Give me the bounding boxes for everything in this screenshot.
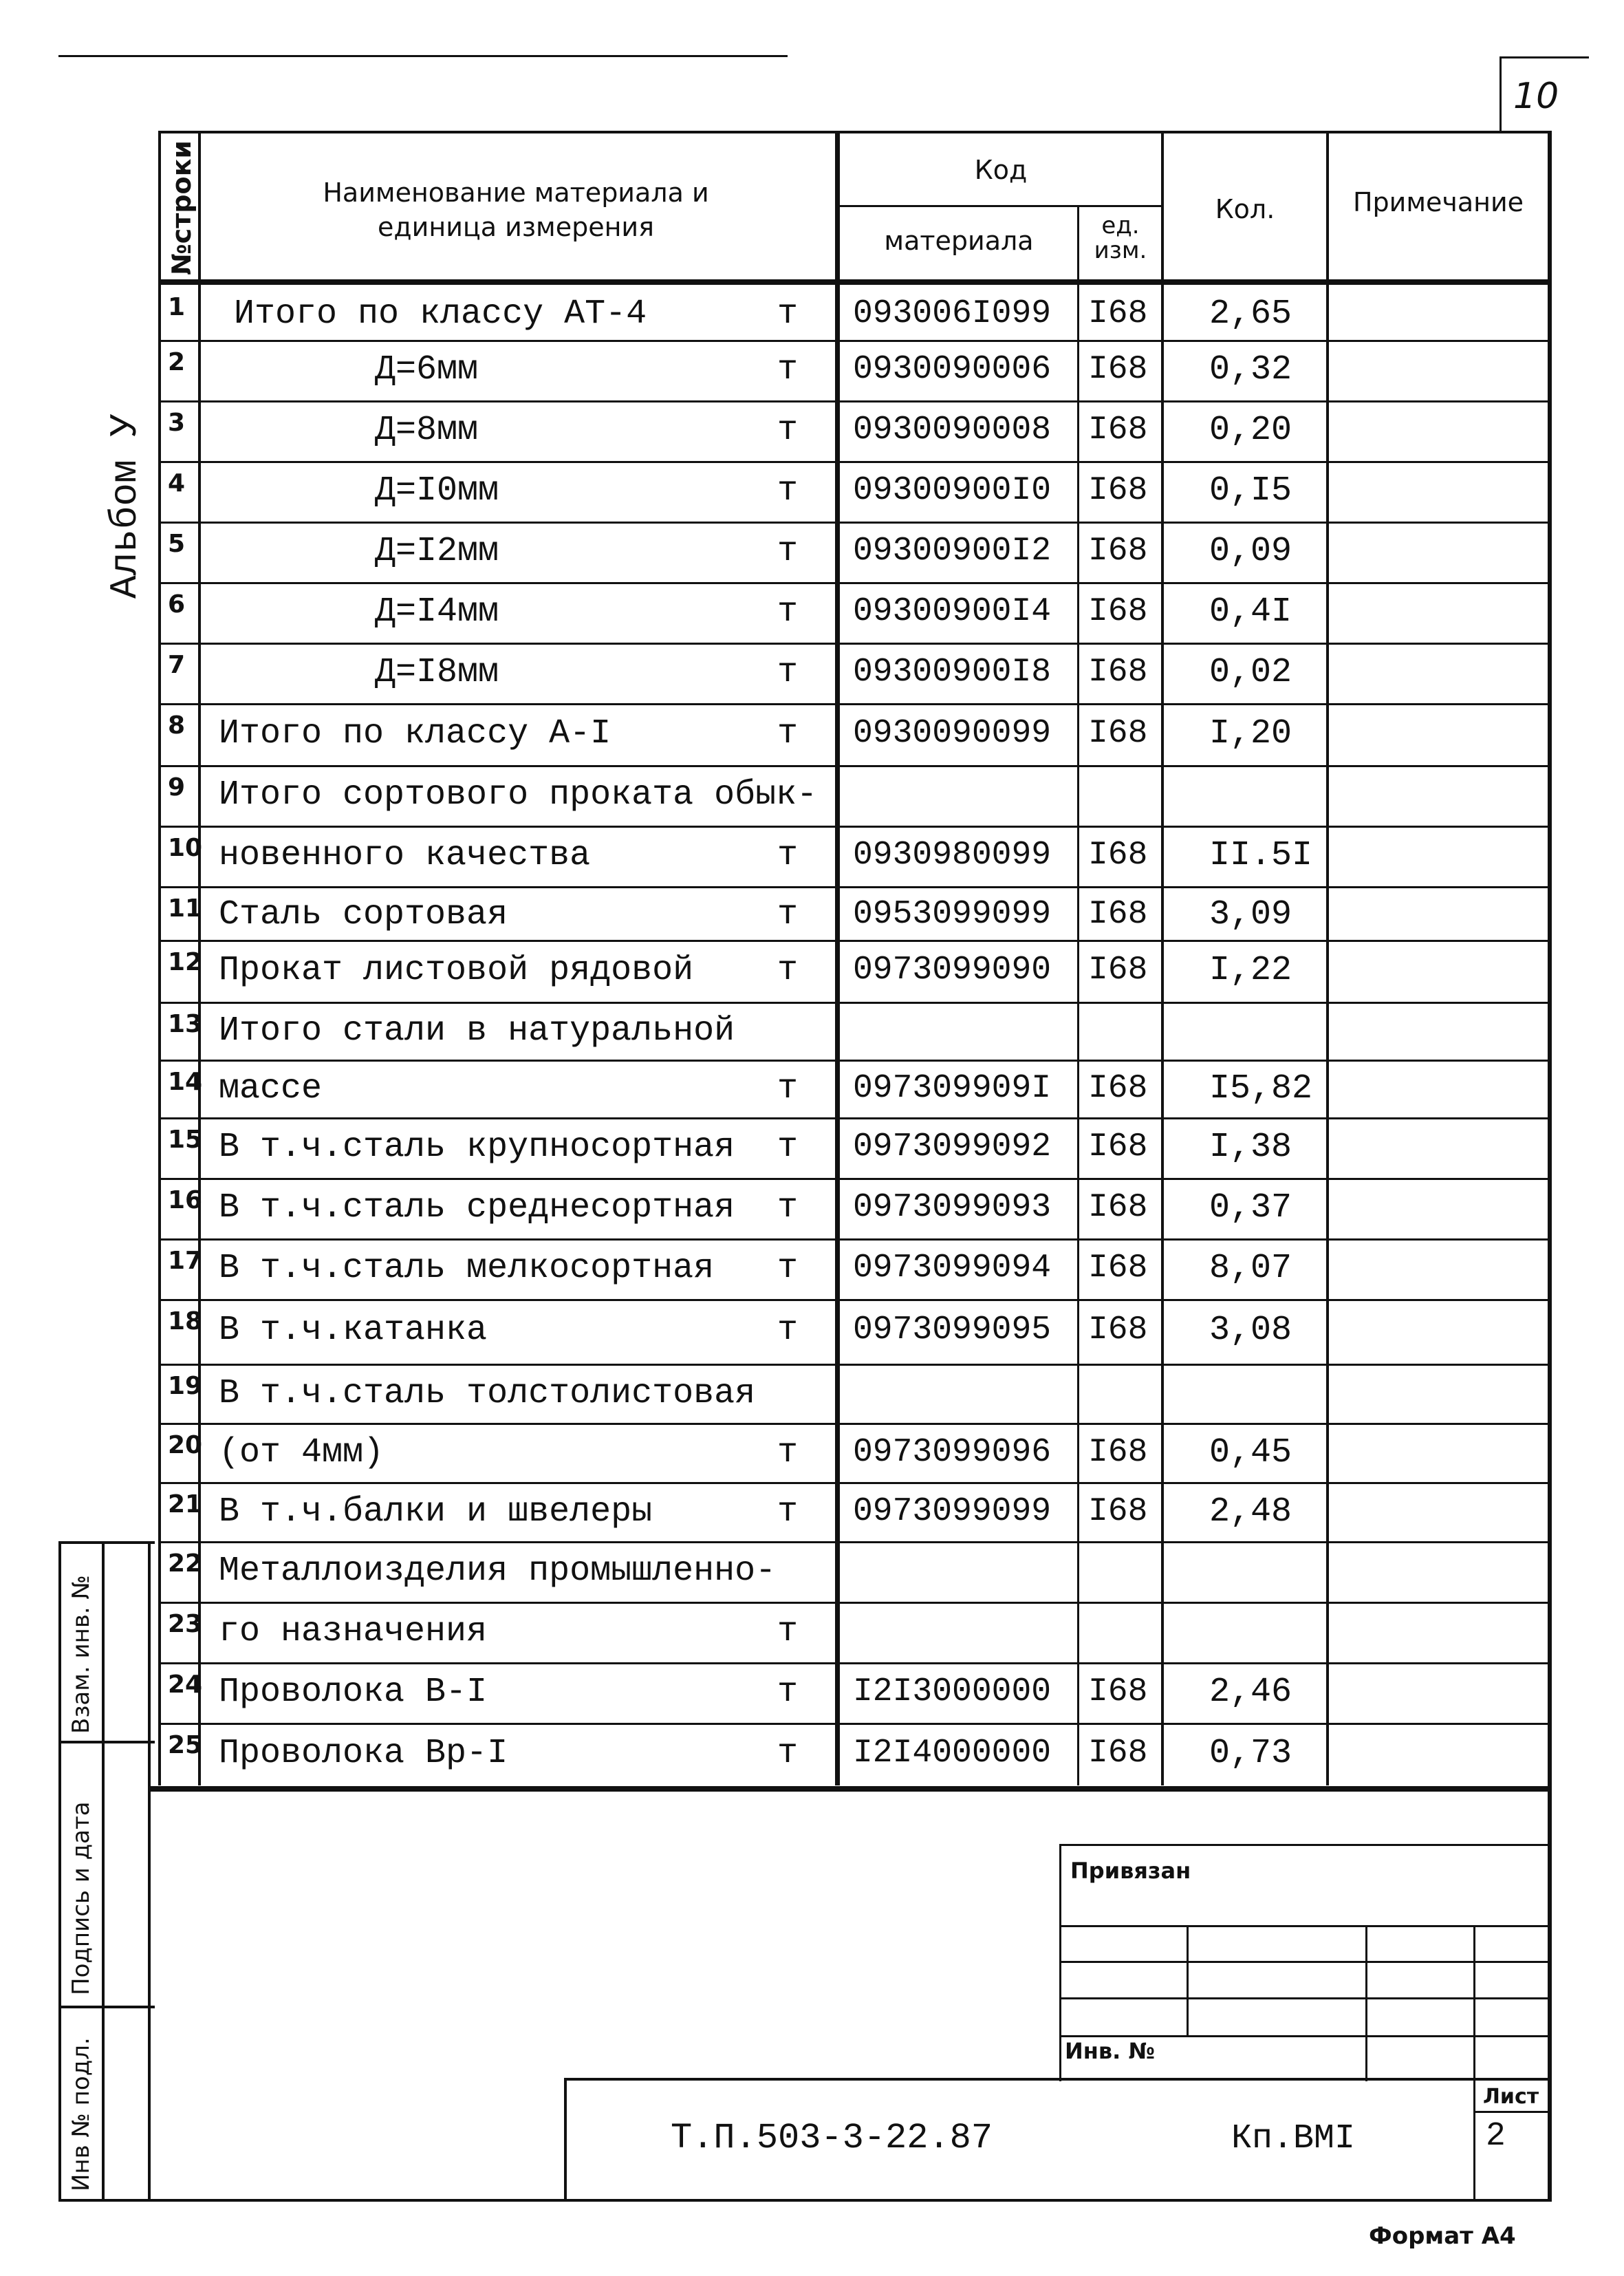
material-code: 0930980099 — [853, 837, 1052, 874]
row-number: 1 — [168, 293, 186, 321]
unit: т — [777, 1188, 799, 1227]
header-name: Наименование материала и единица измерения — [323, 178, 709, 242]
header-material: материала — [884, 226, 1034, 256]
material-name: (от 4мм) — [219, 1433, 385, 1472]
material-name: Проволока В-I — [219, 1673, 488, 1712]
doc-code: Т.П.503-3-22.87 — [671, 2118, 993, 2158]
material-code: 09300900I2 — [853, 533, 1052, 570]
inv-no-label: Инв. № — [1065, 2038, 1155, 2064]
material-code: 097309909I — [853, 1070, 1052, 1107]
unit-code: I68 — [1088, 1189, 1148, 1226]
row-number: 22 — [168, 1549, 203, 1578]
quantity: I,38 — [1209, 1128, 1292, 1167]
quantity: 3,08 — [1209, 1311, 1292, 1350]
material-name: го назначения — [219, 1612, 488, 1651]
unit-code: I68 — [1088, 952, 1148, 989]
unit: т — [777, 1492, 799, 1532]
row-number: 5 — [168, 530, 186, 558]
sheet-value: 2 — [1486, 2118, 1506, 2155]
unit-code: I68 — [1088, 1128, 1148, 1166]
unit: т — [777, 411, 799, 450]
unit-code: I68 — [1088, 1249, 1148, 1287]
sheet-number: 10 — [1513, 76, 1559, 117]
unit-code: I68 — [1088, 533, 1148, 570]
sheet-number-box-left — [1500, 56, 1502, 132]
material-code: 09300900I4 — [853, 593, 1052, 630]
quantity: II.5I — [1209, 836, 1313, 875]
material-code: 0973099099 — [853, 1493, 1052, 1530]
material-code: 0973099090 — [853, 952, 1052, 989]
material-name: В т.ч.сталь крупносортная — [219, 1128, 735, 1167]
header-qty: Кол. — [1215, 194, 1275, 224]
unit: т — [777, 471, 799, 511]
material-name: В т.ч.балки и швелеры — [219, 1492, 653, 1532]
material-code: I2I3000000 — [853, 1673, 1052, 1710]
material-code: 0973099092 — [853, 1128, 1052, 1166]
material-name: Д=6мм — [375, 350, 479, 389]
row-number: 24 — [168, 1671, 203, 1699]
unit: т — [777, 951, 799, 990]
material-name: Д=8мм — [375, 411, 479, 450]
row-number: 6 — [168, 590, 186, 619]
quantity: 3,09 — [1209, 895, 1292, 934]
row-number: 18 — [168, 1307, 203, 1335]
row-number: 23 — [168, 1610, 203, 1638]
row-number: 7 — [168, 651, 186, 679]
top-rule — [58, 55, 788, 57]
unit-code: I68 — [1088, 295, 1148, 332]
side-stamp-border — [58, 1541, 61, 2202]
material-name: В т.ч.сталь среднесортная — [219, 1188, 735, 1227]
material-name: В т.ч.сталь толстолистовая — [219, 1374, 756, 1413]
unit-code: I68 — [1088, 472, 1148, 509]
unit-code: I68 — [1088, 896, 1148, 933]
stamp-inv-podl: Инв № подл. — [67, 2037, 95, 2191]
unit: т — [777, 1311, 799, 1350]
unit: т — [777, 294, 799, 334]
unit-code: I68 — [1088, 1735, 1148, 1772]
unit-code: I68 — [1088, 1673, 1148, 1710]
material-name: В т.ч.сталь мелкосортная — [219, 1249, 715, 1288]
material-name: Итого по классу А-I — [219, 714, 611, 753]
quantity: I,22 — [1209, 951, 1292, 990]
quantity: 2,46 — [1209, 1673, 1292, 1712]
quantity: 0,32 — [1209, 350, 1292, 389]
material-name: Итого стали в натуральной — [219, 1011, 735, 1051]
stamp-vzam: Взам. инв. № — [67, 1575, 95, 1734]
quantity: 0,37 — [1209, 1188, 1292, 1227]
unit: т — [777, 714, 799, 753]
material-code: 0973099094 — [853, 1249, 1052, 1287]
material-name: В т.ч.катанка — [219, 1311, 488, 1350]
material-name: массе — [219, 1069, 323, 1108]
material-name: Итого по классу АТ-4 — [234, 294, 647, 334]
quantity: 2,65 — [1209, 294, 1292, 334]
unit-code: I68 — [1088, 837, 1148, 874]
row-number: 13 — [168, 1010, 203, 1038]
unit: т — [777, 1734, 799, 1773]
material-name: Проволока Вр-I — [219, 1734, 508, 1773]
material-code: 0930090099 — [853, 715, 1052, 752]
quantity: 2,48 — [1209, 1492, 1292, 1532]
row-number: 12 — [168, 948, 203, 976]
material-name: Д=I0мм — [375, 471, 499, 511]
material-code: 0973099096 — [853, 1434, 1052, 1471]
quantity: I5,82 — [1209, 1069, 1313, 1108]
row-number: 25 — [168, 1731, 203, 1759]
unit: т — [777, 1433, 799, 1472]
unit-code: I68 — [1088, 654, 1148, 691]
material-code: 0973099095 — [853, 1311, 1052, 1349]
unit-code: I68 — [1088, 1434, 1148, 1471]
header-row-number: №строки — [166, 140, 197, 275]
quantity: 0,20 — [1209, 411, 1292, 450]
row-number: 4 — [168, 469, 186, 497]
quantity: I,20 — [1209, 714, 1292, 753]
unit-code: I68 — [1088, 1493, 1148, 1530]
row-number: 20 — [168, 1431, 203, 1459]
row-number: 15 — [168, 1126, 203, 1154]
material-code: 0930090006 — [853, 351, 1052, 388]
material-code: 0953099099 — [853, 896, 1052, 933]
quantity: 0,45 — [1209, 1433, 1292, 1472]
unit-code: I68 — [1088, 1070, 1148, 1107]
table-bottom-rule — [148, 1786, 1551, 1792]
material-code: 09300900I0 — [853, 472, 1052, 509]
unit: т — [777, 350, 799, 389]
unit-code: I68 — [1088, 1311, 1148, 1349]
unit-code: I68 — [1088, 593, 1148, 630]
row-number: 3 — [168, 409, 186, 437]
sheet-number-box-top — [1500, 56, 1589, 58]
stamp-podpis: Подпись и дата — [67, 1801, 95, 1995]
row-number: 11 — [168, 894, 203, 923]
quantity: 0,I5 — [1209, 471, 1292, 511]
quantity: 0,09 — [1209, 532, 1292, 571]
unit: т — [777, 653, 799, 692]
material-name: Сталь сортовая — [219, 895, 508, 934]
material-name: новенного качества — [219, 836, 591, 875]
material-code: 093006I099 — [853, 295, 1052, 332]
row-number: 10 — [168, 834, 203, 862]
unit-code: I68 — [1088, 411, 1148, 449]
row-number: 19 — [168, 1372, 203, 1400]
material-name: Прокат листовой рядовой — [219, 951, 694, 990]
privyazan-label: Привязан — [1070, 1858, 1191, 1884]
material-code: I2I4000000 — [853, 1735, 1052, 1772]
material-name: Д=I4мм — [375, 592, 499, 632]
quantity: 0,4I — [1209, 592, 1292, 632]
row-number: 17 — [168, 1247, 203, 1275]
album-label: Альбом У — [103, 414, 147, 599]
format-label: Формат А4 — [1369, 2222, 1516, 2250]
quantity: 0,73 — [1209, 1734, 1292, 1773]
sheet-label: Лист — [1483, 2085, 1539, 2109]
unit: т — [777, 1612, 799, 1651]
unit: т — [777, 1128, 799, 1167]
doc-mark: Кп.ВМI — [1231, 2119, 1356, 2158]
material-code: 0973099093 — [853, 1189, 1052, 1226]
material-name: Д=I2мм — [375, 532, 499, 571]
unit: т — [777, 1249, 799, 1288]
unit: т — [777, 1673, 799, 1712]
row-number: 9 — [168, 773, 186, 802]
row-number: 2 — [168, 348, 186, 376]
header-code: Код — [974, 155, 1028, 185]
unit: т — [777, 836, 799, 875]
unit-code: I68 — [1088, 351, 1148, 388]
row-number: 14 — [168, 1068, 203, 1096]
row-number: 16 — [168, 1186, 203, 1214]
unit-code: I68 — [1088, 715, 1148, 752]
material-code: 0930090008 — [853, 411, 1052, 449]
row-number: 21 — [168, 1490, 203, 1518]
unit: т — [777, 592, 799, 632]
material-name: Д=I8мм — [375, 653, 499, 692]
quantity: 0,02 — [1209, 653, 1292, 692]
unit: т — [777, 1069, 799, 1108]
header-note: Примечание — [1352, 187, 1524, 217]
header-unit-code: ед. изм. — [1094, 212, 1147, 264]
row-number: 8 — [168, 711, 186, 740]
material-code: 09300900I8 — [853, 654, 1052, 691]
material-name: Итого сортового проката обык- — [219, 775, 818, 815]
quantity: 8,07 — [1209, 1249, 1292, 1288]
material-name: Металлоизделия промышленно- — [219, 1552, 777, 1591]
unit: т — [777, 532, 799, 571]
unit: т — [777, 895, 799, 934]
